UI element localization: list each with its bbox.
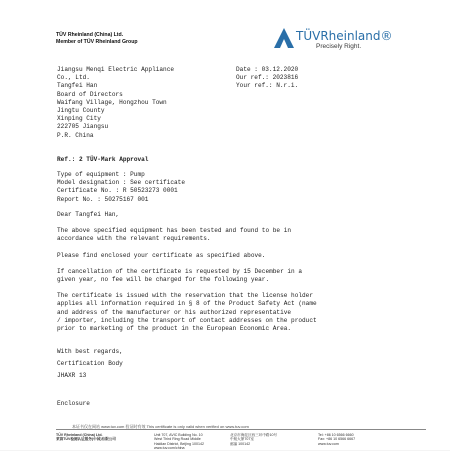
letter-meta bbox=[236, 66, 298, 91]
footer-text: 莱茵TÜV检测认证服务(中国)有限公司 bbox=[56, 437, 116, 442]
detail-line: Type of equipment : Pump bbox=[57, 171, 145, 178]
footer-address-cn bbox=[230, 433, 277, 446]
address-line: Jingtu County bbox=[57, 107, 105, 115]
footer-text: Unit 707, AVIC Building No. 10 bbox=[154, 433, 203, 437]
reference-line bbox=[57, 156, 148, 164]
address-line: Co., Ltd. bbox=[57, 74, 90, 82]
address-line: 222705 Jiangsu bbox=[57, 123, 109, 131]
address-line: Waifang Village, Hongzhou Town bbox=[57, 98, 167, 106]
address-line: Tangfei Han bbox=[57, 82, 98, 90]
meta-your-ref: Your ref.: N.r.i. bbox=[236, 82, 299, 90]
body-paragraph: If cancellation of the certificate is requested by 15 December in a given year, no fee will be charged for the following year. bbox=[57, 267, 303, 284]
department: Certification Body bbox=[57, 360, 123, 368]
signer-initials: JHAXR 13 bbox=[57, 372, 87, 380]
detail-line: Certificate No. : R 50523273 0001 bbox=[57, 187, 178, 195]
footer-text: Haidian District, Beijing 100142 bbox=[154, 441, 204, 446]
detail-line: Model designation : See certificate bbox=[57, 179, 185, 187]
body-paragraph: The certificate is issued with the reservation that the license holder applies all information required in § 8 of the Product Safety Act (name and address of the manufacturer or his authorized representative / importer, including the transport of contact addresses on the product prior to marketing of the product in the European Economic Area. bbox=[57, 292, 317, 333]
footer-text: 北京市海淀区西三环中路10号 bbox=[230, 433, 278, 437]
closing: With best regards, bbox=[57, 348, 123, 355]
address-line: Jiangsu Menqi Electric Appliance bbox=[57, 66, 175, 73]
company-name: TÜV Rheinland (China) Ltd. bbox=[56, 32, 124, 38]
footer-address-en bbox=[154, 433, 204, 451]
body-paragraph: Please find enclosed your certificate as specified above. bbox=[57, 251, 266, 259]
detail-line: Report No. : 50275167 001 bbox=[57, 195, 149, 203]
greeting: Dear Tangfei Han, bbox=[57, 211, 120, 218]
footer-text: 邮编 100142 bbox=[230, 441, 251, 446]
body-paragraph: The above specified equipment has been tested and found to be in accordance with the relevant requirements. bbox=[57, 227, 292, 243]
address-line: Xinping City bbox=[57, 115, 101, 123]
letterhead-company bbox=[56, 32, 138, 46]
equipment-details bbox=[57, 171, 185, 204]
footer-note: 本证书仅在网站 www.tuv.com 验证时有效 This certificate is only valid when verified on www.tuv.com bbox=[72, 424, 249, 429]
meta-date: Date : 03.12.2020 bbox=[236, 66, 299, 73]
footer-text: Tel: +86 10 6566 6660 bbox=[318, 433, 354, 437]
footer-text: 中航大厦707室 bbox=[230, 437, 254, 442]
member-line: Member of TÜV Rheinland Group bbox=[56, 39, 138, 45]
recipient-address bbox=[57, 66, 174, 140]
footer-divider bbox=[56, 429, 426, 430]
address-line: Board of Directors bbox=[57, 90, 123, 98]
enclosure-label: Enclosure bbox=[57, 400, 90, 407]
letter-body bbox=[57, 211, 402, 341]
signature-block bbox=[57, 348, 123, 385]
footer-text: Fax: +86 10 6566 6667 bbox=[318, 437, 356, 442]
reference-label: Ref.: bbox=[57, 156, 76, 163]
meta-our-ref: Our ref.: 2023816 bbox=[236, 74, 299, 82]
footer-company bbox=[56, 433, 116, 442]
footer-text: West Third Ring Road Middle bbox=[154, 437, 201, 442]
footer-text: www.tuv.com bbox=[318, 441, 339, 446]
footer-text: www.tuv.com/china bbox=[154, 446, 185, 451]
logo-wordmark: TÜVRheinland® bbox=[296, 29, 393, 43]
reference-value: 2 TÜV-Mark Approval bbox=[78, 156, 149, 163]
footer-text: TÜV Rheinland (China) Ltd. bbox=[56, 433, 103, 437]
logo-tagline: Precisely Right. bbox=[316, 43, 362, 50]
address-line: P.R. China bbox=[57, 131, 94, 139]
footer-contact bbox=[318, 433, 355, 446]
